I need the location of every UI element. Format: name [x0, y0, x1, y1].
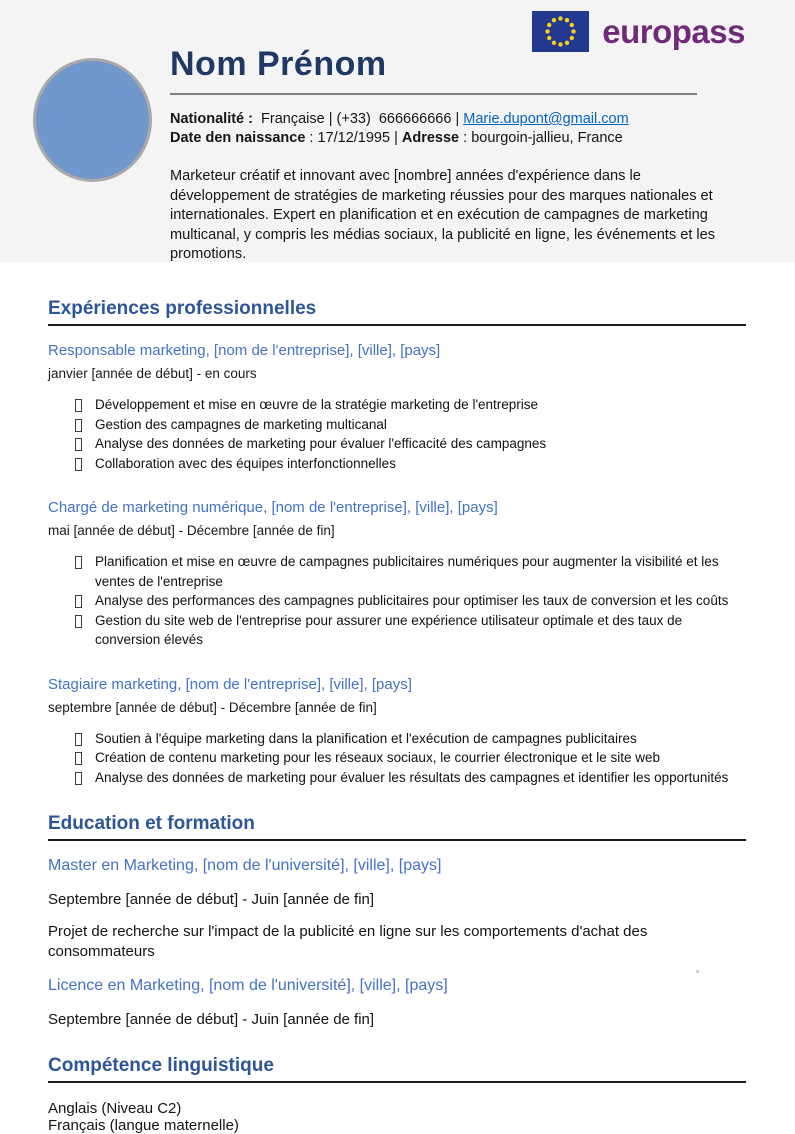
bullet-text: Analyse des données de marketing pour évaluer les résultats des campagnes et identifier les opportunités [95, 769, 729, 785]
education-period: Septembre [année de début] - Juin [année de fin] [48, 1011, 375, 1028]
nationality-label: Nationalité : [170, 111, 253, 127]
stray-mark-artifact [696, 970, 699, 973]
nationality-phone-text: Française | (+33) 666666666 | [252, 111, 464, 127]
language-item: Français (langue maternelle) [48, 1117, 239, 1134]
profile-summary: Marketeur créatif et innovant avec [nombre] années d'expérience dans le développement de stratégies de marketing réussies pour des marques nationales et internationales. Expert en planification et en exécution de campagnes de marketing multicanal, y compris les médias sociaux, la publicité en ligne, les événements et les promotions. [170, 168, 716, 262]
contact-line-1 [170, 110, 736, 129]
language-item: Anglais (Niveau C2) [48, 1100, 182, 1117]
section-experience [48, 298, 746, 787]
job-period: mai [année de début] - Décembre [année de fin] [48, 523, 335, 538]
header [0, 0, 795, 262]
education-description: Projet de recherche sur l'impact de la publicité en ligne sur les comportements d'achat des consommateurs [48, 923, 648, 960]
job-title: Chargé de marketing numérique, [nom de l'entreprise], [ville], [pays] [48, 499, 498, 516]
job-bullet [95, 434, 746, 454]
job-bullet-list [48, 552, 746, 650]
job-entry [48, 341, 746, 473]
job-period: septembre [année de début] - Décembre [année de fin] [48, 699, 377, 715]
education-period: Septembre [année de début] - Juin [année de fin] [48, 891, 375, 908]
job-entry [48, 675, 746, 788]
missing-glyph-bullet-icon [75, 752, 82, 765]
bullet-text: Analyse des données de marketing pour évaluer l'efficacité des campagnes [95, 436, 547, 451]
language-list [48, 1100, 746, 1134]
address-label: Adresse [401, 130, 460, 146]
missing-glyph-bullet-icon [75, 595, 82, 608]
job-entry [48, 498, 746, 650]
bullet-text: Soutien à l'équipe marketing dans la planification et l'exécution de campagnes publicitaires [95, 730, 637, 746]
job-bullet [95, 729, 746, 749]
missing-glyph-bullet-icon [75, 458, 82, 471]
name-divider [170, 93, 697, 95]
job-bullet-list [48, 395, 746, 473]
experience-section-heading: Expériences professionnelles [48, 298, 746, 326]
job-bullet [95, 591, 746, 611]
contact-line-2 [170, 129, 736, 148]
job-title: Responsable marketing, [nom de l'entreprise], [ville], [pays] [48, 342, 441, 359]
job-bullet [95, 748, 746, 768]
job-bullet [95, 552, 746, 591]
profile-photo-placeholder [33, 58, 152, 182]
birthdate-value: : 17/12/1995 | [305, 130, 402, 146]
job-bullet [95, 395, 746, 415]
bullet-text: Analyse des performances des campagnes publicitaires pour optimiser les taux de conversion et les coûts [95, 593, 729, 608]
job-bullet [95, 454, 746, 474]
missing-glyph-bullet-icon [75, 772, 82, 785]
header-main [170, 46, 736, 265]
missing-glyph-bullet-icon [75, 399, 82, 412]
email-link[interactable]: Marie.dupont@gmail.com [463, 111, 629, 127]
missing-glyph-bullet-icon [75, 556, 82, 569]
europass-wordmark: europass [602, 13, 745, 50]
document-body [0, 262, 795, 1134]
education-title: Master en Marketing, [nom de l'université], [ville], [pays] [48, 857, 442, 874]
bullet-text: Collaboration avec des équipes interfonctionnelles [95, 455, 396, 471]
missing-glyph-bullet-icon [75, 438, 82, 451]
education-title: Licence en Marketing, [nom de l'université], [ville], [pays] [48, 977, 448, 994]
job-title: Stagiaire marketing, [nom de l'entreprise], [ville], [pays] [48, 675, 412, 693]
job-bullet [95, 415, 746, 435]
job-bullet [95, 768, 746, 788]
missing-glyph-bullet-icon [75, 615, 82, 628]
bullet-text: Gestion du site web de l'entreprise pour assurer une expérience utilisateur optimale et des taux de conversion élevés [95, 612, 683, 647]
bullet-text: Planification et mise en œuvre de campagnes publicitaires numériques pour augmenter la visibilité et les ventes de l'entreprise [95, 554, 719, 589]
birthdate-label: Date den naissance [170, 130, 306, 146]
section-education [48, 813, 746, 1029]
education-section-heading: Education et formation [48, 813, 746, 841]
address-value: : bourgoin-jallieu, France [459, 130, 623, 146]
job-bullet-list [48, 729, 746, 788]
page-title-name: Nom Prénom [170, 45, 387, 83]
languages-section-heading: Compétence linguistique [48, 1055, 746, 1083]
missing-glyph-bullet-icon [75, 733, 82, 746]
bullet-text: Développement et mise en œuvre de la stratégie marketing de l'entreprise [95, 397, 539, 412]
bullet-text: Gestion des campagnes de marketing multicanal [95, 416, 387, 432]
bullet-text: Création de contenu marketing pour les réseaux sociaux, le courrier électronique et le site web [95, 750, 661, 765]
section-languages [48, 1055, 746, 1134]
education-entry [48, 856, 746, 961]
job-period: janvier [année de début] - en cours [48, 366, 257, 381]
education-entry [48, 976, 746, 1029]
missing-glyph-bullet-icon [75, 419, 82, 432]
job-bullet [95, 611, 746, 650]
